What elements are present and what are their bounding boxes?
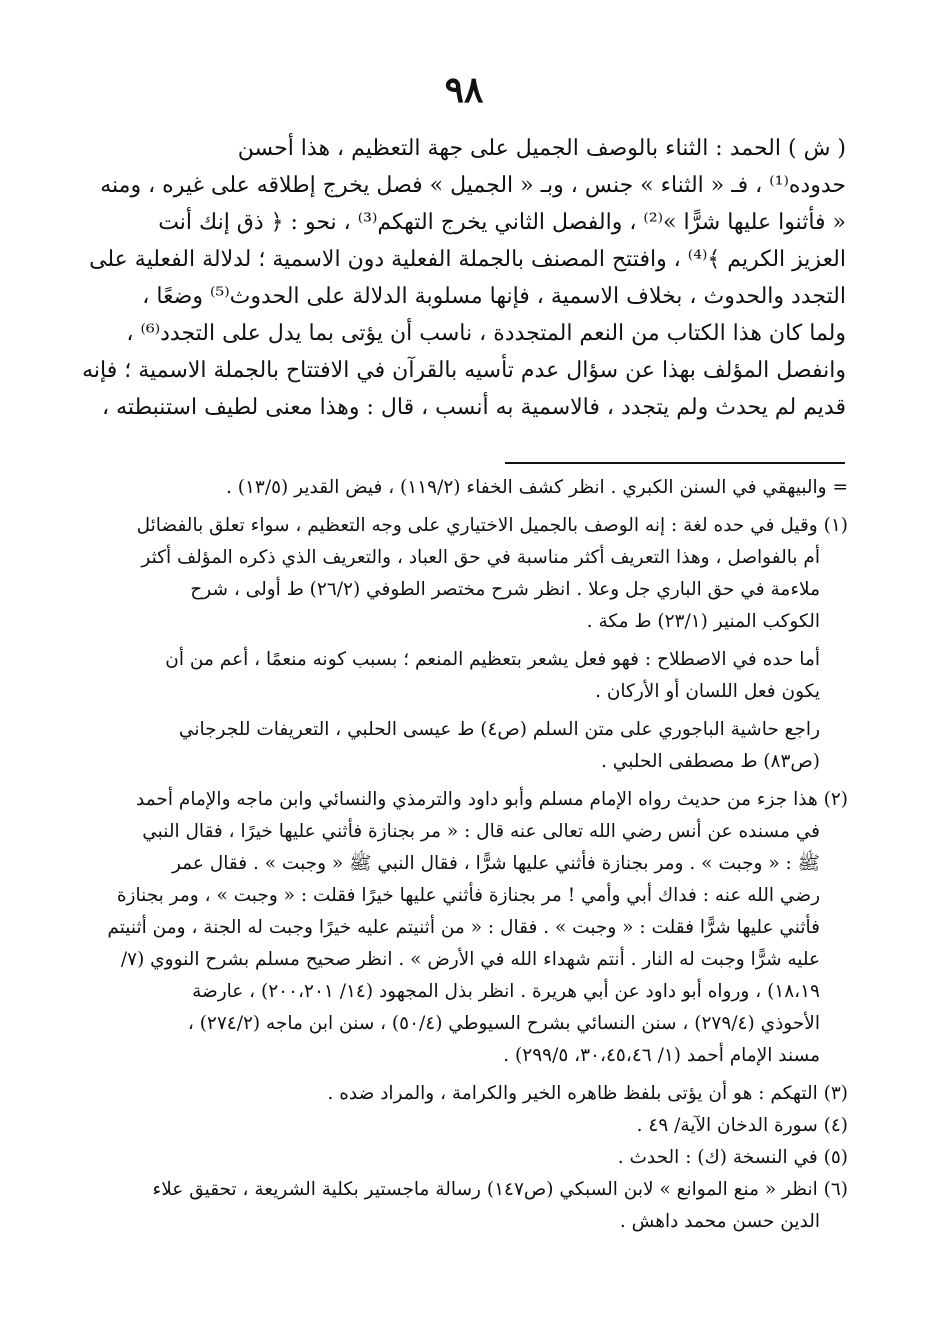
footnote-line: (٢) هذا جزء من حديث رواه الإمام مسلم وأبو داود والترمذي والنسائي وابن ماجه والإمام أحمد [136, 789, 848, 810]
footnote-line: (ص٨٣) ط مصطفى الحلبي . [601, 751, 820, 772]
footnote-line: = والبيهقي في السنن الكبري . انظر كشف الخفاء (١١٩/٢) ، فيض القدير (١٣/٥) . [226, 477, 848, 498]
footnote-line: (١) وقيل في حده لغة : إنه الوصف بالجميل الاختياري على وجه التعظيم ، سواء تعلق بالفضائل [136, 515, 848, 536]
footnote-line: في مسنده عن أنس رضي الله تعالى عنه قال : « مر بجنازة فأثني عليها خيرًا ، فقال النبي [142, 821, 820, 842]
body-line: ( ش ) الحمد : الثناء بالوصف الجميل على جهة التعظيم ، هذا أحسن [237, 136, 846, 161]
main-text [80, 130, 846, 426]
body-line: حدوده⁽¹⁾ ، فـ « الثناء » جنس ، وبـ « الجميل » فصل يخرج إطلاقه على غيره ، ومنه [100, 173, 846, 198]
page-number: ٩٨ [444, 69, 484, 111]
body-line: التجدد والحدوث ، بخلاف الاسمية ، فإنها مسلوبة الدلالة على الحدوث⁽⁵⁾ وضعًا ، [142, 284, 846, 309]
footnote-line: الكوكب المنير (٢٣/١) ط مكة . [586, 611, 820, 632]
body-line: ولما كان هذا الكتاب من النعم المتجددة ، ناسب أن يؤتى بما يدل على التجدد⁽⁶⁾ ، [126, 321, 846, 346]
footnote-line: ملاءمة في حق الباري جل وعلا . انظر شرح مختصر الطوفي (٢٦/٢) ط أولى ، شرح [190, 579, 820, 600]
footnote-line: الأحوذي (٢٧٩/٤) ، سنن النسائي بشرح السيوطي (٥٠/٤) ، سنن ابن ماجه (٢٧٤/٢) ، [187, 1013, 820, 1034]
footnote-separator [505, 462, 845, 464]
footnotes [78, 472, 848, 1238]
footnote-line: فأثني عليها شرًّا فقلت : « وجبت » . فقال : « من أثنيتم عليه خيرًا وجبت له الجنة ، ومن أثنيتم [107, 917, 820, 938]
footnote-line: (٦) انظر « منع الموانع » لابن السبكي (ص١٤٧) رسالة ماجستير بكلية الشريعة ، تحقيق علاء [152, 1179, 848, 1200]
footnote-line: يكون فعل اللسان أو الأركان . [595, 681, 820, 702]
footnote-line: مسند الإمام أحمد (١/ ٣٠،٤٥،٤٦، ٢٩٩/٥) . [503, 1045, 820, 1066]
footnote-line: راجع حاشية الباجوري على متن السلم (ص٤) ط عيسى الحلبي ، التعريفات للجرجاني [178, 719, 820, 740]
footnote-line: أما حده في الاصطلاح : فهو فعل يشعر بتعظيم المنعم ؛ بسبب كونه منعمًا ، أعم من أن [165, 649, 820, 670]
footnote-line: (٤) سورة الدخان الآية/ ٤٩ . [636, 1115, 848, 1136]
body-line: العزيز الكريم ﴾⁽⁴⁾ ، وافتتح المصنف بالجملة الفعلية دون الاسمية ؛ لدلالة الفعلية على [89, 247, 846, 272]
footnote-line: رضي الله عنه : فداك أبي وأمي ! مر بجنازة فأثني عليها خيرًا فقلت : « وجبت » ، ومر بجنازة [116, 885, 820, 906]
body-line: « فأثنوا عليها شرًّا »⁽²⁾ ، والفصل الثاني يخرج التهكم⁽³⁾ ، نحو : ﴿ ذق إنك أنت [158, 210, 846, 235]
footnote-line: عليه شرًّا وجبت له النار . أنتم شهداء الله في الأرض » . انظر صحيح مسلم بشرح النووي (٧/ [120, 949, 820, 970]
footnote-line: ١٨،١٩) ، ورواه أبو داود عن أبي هريرة . انظر بذل المجهود (١٤/ ٢٠٠،٢٠١) ، عارضة [192, 981, 820, 1002]
footnote-line: ﷺ : « وجبت » . ومر بجنازة فأثني عليها شرًّا ، فقال النبي ﷺ « وجبت » . فقال عمر [171, 853, 820, 874]
body-line: قديم لم يحدث ولم يتجدد ، فالاسمية به أنسب ، قال : وهذا معنى لطيف استنبطته ، [102, 395, 846, 420]
footnote-line: (٥) في النسخة (ك) : الحدث . [617, 1147, 848, 1168]
body-line: وانفصل المؤلف بهذا عن سؤال عدم تأسيه بالقرآن في الافتتاح بالجملة الاسمية ؛ فإنه [82, 358, 846, 383]
footnote-line: أم بالفواصل ، وهذا التعريف أكثر مناسبة في حق العباد ، والتعريف الذي ذكره المؤلف أكثر [141, 547, 820, 568]
footnote-line: (٣) التهكم : هو أن يؤتى بلفظ ظاهره الخير والكرامة ، والمراد ضده . [327, 1083, 848, 1104]
footnote-line: الدين حسن محمد داهش . [619, 1211, 820, 1232]
